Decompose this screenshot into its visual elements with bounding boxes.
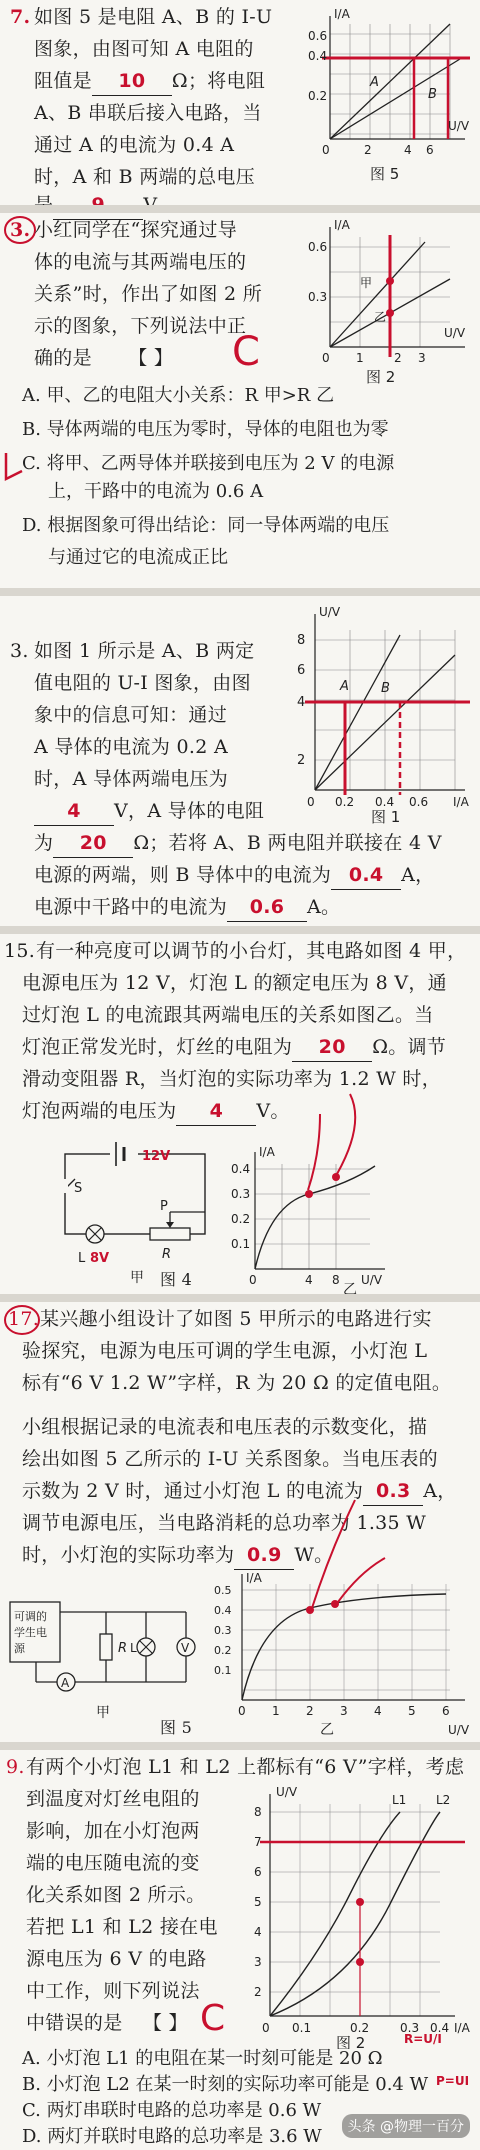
svg-text:1: 1 xyxy=(356,351,364,365)
svg-text:1: 1 xyxy=(272,1704,280,1718)
svg-text:0: 0 xyxy=(307,795,315,809)
svg-text:0.6: 0.6 xyxy=(409,795,429,809)
option-c[interactable]: C. 将甲、乙两导体并联接到电压为 2 V 的电源 xyxy=(22,453,395,474)
answer-blank[interactable]: 0.4 xyxy=(331,862,401,890)
svg-text:2: 2 xyxy=(297,753,306,768)
question-line: 灯泡两端的电压为 4 V。 xyxy=(22,1098,290,1126)
question-line: 中工作，则下列说法 xyxy=(26,1980,200,2002)
question-17 xyxy=(0,1302,480,1742)
svg-text:S: S xyxy=(74,1181,83,1196)
handwritten-note: R=U/I xyxy=(404,2032,442,2046)
svg-text:0.3: 0.3 xyxy=(308,290,328,304)
question-line: 小组根据记录的电流表和电压表的示数变化，描 xyxy=(22,1416,428,1438)
svg-text:0.3: 0.3 xyxy=(400,2021,420,2035)
answer-blank[interactable]: 20 xyxy=(53,830,133,858)
question-7 xyxy=(0,0,480,205)
svg-text:0.4: 0.4 xyxy=(308,49,328,63)
question-line: 确的是 【 】 xyxy=(34,347,174,369)
svg-text:12V: 12V xyxy=(142,1149,171,1164)
option-a[interactable]: A. 甲、乙的电阻大小关系：R 甲>R 乙 xyxy=(22,385,335,406)
question-line: 体的电流与其两端电压的 xyxy=(34,251,247,273)
svg-text:甲: 甲 xyxy=(360,276,373,290)
svg-text:0.2: 0.2 xyxy=(214,1644,232,1657)
svg-text:6: 6 xyxy=(442,1704,450,1718)
question-line: 电源电压为 12 V，灯泡 L 的额定电压为 8 V，通 xyxy=(22,972,447,994)
svg-text:源: 源 xyxy=(14,1642,25,1655)
svg-text:B: B xyxy=(381,681,390,696)
svg-text:6: 6 xyxy=(297,663,306,678)
svg-text:0: 0 xyxy=(322,143,330,157)
question-3-fig2 xyxy=(0,213,480,588)
svg-text:8: 8 xyxy=(254,1805,262,1819)
question-line: 示的图象，下列说法中正 xyxy=(34,315,247,337)
section-divider xyxy=(0,926,480,934)
question-line: 绘出如图 5 乙所示的 I-U 关系图象。当电压表的 xyxy=(22,1448,438,1470)
svg-text:0.1: 0.1 xyxy=(292,2021,312,2035)
option-d[interactable]: D. 两灯并联时电路的总功率是 3.6 W xyxy=(22,2126,322,2147)
question-line: 关系”时，作出了如图 2 所 xyxy=(34,283,263,305)
answer-blank[interactable]: 4 xyxy=(176,1098,256,1126)
ui-graph-fig2 xyxy=(240,1784,475,2049)
svg-text:0: 0 xyxy=(262,2021,270,2035)
svg-text:0.3: 0.3 xyxy=(231,1187,251,1201)
answer-letter[interactable]: C xyxy=(200,1998,226,2039)
section-divider xyxy=(0,205,480,213)
svg-text:0.6: 0.6 xyxy=(308,240,328,254)
question-line: 值电阻的 U-I 图象，由图 xyxy=(34,672,251,694)
svg-text:0.1: 0.1 xyxy=(214,1664,232,1677)
svg-text:3: 3 xyxy=(418,351,426,365)
question-3-fig1 xyxy=(0,596,480,926)
svg-text:A: A xyxy=(61,1676,70,1690)
question-line: 端的电压随电流的变 xyxy=(26,1852,200,1874)
svg-text:甲: 甲 xyxy=(96,1705,110,1721)
curve-jia xyxy=(330,242,425,347)
svg-text:L2: L2 xyxy=(436,1793,451,1807)
iu-graph-fig5 xyxy=(300,4,475,189)
question-number: 3. xyxy=(10,640,29,662)
svg-text:0.1: 0.1 xyxy=(231,1237,251,1251)
svg-text:0.2: 0.2 xyxy=(308,89,328,103)
svg-text:2: 2 xyxy=(306,1704,314,1718)
svg-text:5: 5 xyxy=(254,1895,262,1909)
watermark: 头条 @物理一百分 xyxy=(342,2114,470,2138)
option-b[interactable]: B. 导体两端的电压为零时，导体的电阻也为零 xyxy=(22,419,389,440)
svg-text:6: 6 xyxy=(254,1865,262,1879)
svg-text:R: R xyxy=(162,1247,172,1262)
svg-text:I/A: I/A xyxy=(334,218,350,232)
option-d[interactable]: D. 根据图象可得出结论：同一导体两端的电压 xyxy=(22,515,390,536)
iu-graph-fig2 xyxy=(300,217,475,387)
svg-text:4: 4 xyxy=(404,143,412,157)
svg-text:0.4: 0.4 xyxy=(430,2021,450,2035)
circuit-diagram-jia xyxy=(6,1582,206,1732)
answer-bracket: 【 】 xyxy=(142,2012,188,2034)
question-line: 时，小灯泡的实际功率为 0.9 W。 xyxy=(22,1542,333,1570)
svg-text:乙: 乙 xyxy=(343,1282,357,1294)
answer-blank[interactable]: 0.9 xyxy=(234,1542,294,1570)
svg-text:图 1: 图 1 xyxy=(371,808,401,825)
question-line: A、B 串联后接入电路，当 xyxy=(34,102,262,124)
svg-text:0.4: 0.4 xyxy=(231,1162,251,1176)
svg-text:L: L xyxy=(130,1641,137,1655)
question-line: 如图 1 所示是 A、B 两定 xyxy=(34,640,255,662)
option-d-cont: 与通过它的电流成正比 xyxy=(48,547,228,568)
circuit-diagram-jia xyxy=(50,1134,230,1284)
red-arrows xyxy=(250,1084,380,1204)
curve-b xyxy=(330,59,460,139)
svg-text:I/A: I/A xyxy=(246,1571,262,1585)
svg-text:2: 2 xyxy=(394,351,402,365)
svg-text:乙: 乙 xyxy=(374,310,387,324)
question-line: 有两个小灯泡 L1 和 L2 上都标有“6 V”字样，考虑 xyxy=(26,1756,465,1778)
question-line: 4 V，A 导体的电阻 xyxy=(34,798,264,826)
svg-text:B: B xyxy=(428,87,437,102)
svg-text:0.2: 0.2 xyxy=(335,795,355,809)
svg-text:I/A: I/A xyxy=(453,795,469,809)
svg-text:L: L xyxy=(78,1251,86,1266)
svg-text:U/V: U/V xyxy=(319,605,341,619)
svg-text:图 2: 图 2 xyxy=(366,368,396,386)
svg-text:U/V: U/V xyxy=(448,119,470,133)
svg-text:4: 4 xyxy=(297,695,306,710)
svg-text:8V: 8V xyxy=(90,1251,110,1266)
question-line: 中错误的是 【 】 xyxy=(26,2012,188,2034)
answer-blank[interactable]: 0.6 xyxy=(227,894,307,922)
question-9 xyxy=(0,1750,480,2148)
section-divider xyxy=(0,1742,480,1750)
question-line: 调节电源电压，当电路消耗的总功率为 1.35 W xyxy=(22,1512,427,1534)
question-line: 若把 L1 和 L2 接在电 xyxy=(26,1916,218,1938)
answer-blank[interactable]: 4 xyxy=(34,798,114,826)
svg-text:图 2: 图 2 xyxy=(336,2034,366,2049)
question-line: 影响，加在小灯泡两 xyxy=(26,1820,200,1842)
question-line: 如图 5 是电阻 A、B 的 I-U xyxy=(34,6,273,28)
svg-text:R: R xyxy=(118,1641,128,1656)
question-line: 电源的两端，则 B 导体中的电流为 0.4 A， xyxy=(34,862,434,890)
svg-text:U/V: U/V xyxy=(276,1785,298,1799)
answer-blank[interactable]: 0.3 xyxy=(363,1478,423,1506)
option-c-cont: 上，干路中的电流为 0.6 A xyxy=(48,481,264,502)
svg-text:0.4: 0.4 xyxy=(214,1604,232,1617)
ui-graph-fig1 xyxy=(285,600,475,825)
svg-text:甲: 甲 xyxy=(130,1270,144,1284)
section-divider xyxy=(0,1294,480,1302)
svg-text:0.5: 0.5 xyxy=(214,1584,232,1597)
question-line: 灯泡正常发光时，灯丝的电阻为 20 Ω。调节 xyxy=(22,1034,446,1062)
question-line: 电源中干路中的电流为 0.6 A。 xyxy=(34,894,340,922)
svg-text:8: 8 xyxy=(297,633,306,648)
answer-letter[interactable]: C xyxy=(232,329,260,375)
svg-text:I/A: I/A xyxy=(259,1145,275,1159)
question-line: 阻值是 10 Ω；将电阻 xyxy=(34,68,265,96)
question-number: 17. xyxy=(8,1308,40,1330)
svg-text:0.2: 0.2 xyxy=(350,2021,370,2035)
red-arrows xyxy=(280,1492,460,1622)
svg-text:学生电: 学生电 xyxy=(14,1626,47,1639)
question-line: 图象，由图可知 A 电阻的 xyxy=(34,38,254,60)
svg-text:0: 0 xyxy=(322,351,330,365)
question-line: 滑动变阻器 R，当灯泡的实际功率为 1.2 W 时， xyxy=(22,1068,442,1090)
svg-text:I/A: I/A xyxy=(334,7,350,21)
question-number: 7. xyxy=(10,6,31,28)
svg-text:0.4: 0.4 xyxy=(375,795,395,809)
svg-text:图 5: 图 5 xyxy=(370,165,400,183)
question-15 xyxy=(0,934,480,1294)
svg-text:0: 0 xyxy=(238,1704,246,1718)
option-c[interactable]: C. 两灯串联时电路的总功率是 0.6 W xyxy=(22,2100,322,2121)
svg-text:4: 4 xyxy=(254,1925,262,1939)
section-divider xyxy=(0,588,480,596)
svg-text:0.3: 0.3 xyxy=(214,1624,232,1637)
check-mark xyxy=(2,449,26,485)
svg-text:U/V: U/V xyxy=(444,326,466,340)
svg-text:5: 5 xyxy=(408,1704,416,1718)
question-line: 化关系如图 2 所示。 xyxy=(26,1884,206,1906)
question-line: 有一种亮度可以调节的小台灯，其电路如图 4 甲， xyxy=(36,940,467,962)
curve-a xyxy=(315,635,400,790)
svg-text:3: 3 xyxy=(254,1955,262,1969)
figure-caption: 图 5 xyxy=(160,1718,193,1737)
svg-text:U/V: U/V xyxy=(448,1723,470,1737)
svg-text:6: 6 xyxy=(426,143,434,157)
question-line: 通过 A 的电流为 0.4 A xyxy=(34,134,235,156)
svg-text:A: A xyxy=(340,679,349,694)
svg-text:可调的: 可调的 xyxy=(14,1610,47,1623)
question-line: 象中的信息可知：通过 xyxy=(34,704,228,726)
svg-text:V: V xyxy=(181,1641,190,1655)
answer-bracket: 【 】 xyxy=(128,347,174,369)
question-line: 某兴趣小组设计了如图 5 甲所示的电路进行实 xyxy=(40,1308,432,1330)
question-number: 3. xyxy=(10,219,31,241)
svg-text:2: 2 xyxy=(254,1985,262,1999)
question-number: 15. xyxy=(4,940,36,962)
question-line: 过灯泡 L 的电流跟其两端电压的关系如图乙。当 xyxy=(22,1004,434,1026)
svg-text:4: 4 xyxy=(374,1704,382,1718)
question-number: 9. xyxy=(6,1756,25,1778)
figure-caption: 图 4 xyxy=(160,1270,193,1289)
question-line: 示数为 2 V 时，通过小灯泡 L 的电流为 0.3 A， xyxy=(22,1478,457,1506)
option-b[interactable]: B. 小灯泡 L2 在某一时刻的实际功率可能是 0.4 W xyxy=(22,2074,429,2095)
svg-text:A: A xyxy=(370,75,379,90)
question-line: A 导体的电流为 0.2 A xyxy=(34,736,228,758)
svg-text:2: 2 xyxy=(364,143,372,157)
question-line: 时，A 导体两端电压为 xyxy=(34,768,229,790)
svg-text:4: 4 xyxy=(305,1273,313,1287)
svg-text:0.2: 0.2 xyxy=(231,1212,251,1226)
svg-text:I/A: I/A xyxy=(454,2021,470,2035)
svg-text:0: 0 xyxy=(249,1273,257,1287)
svg-text:乙: 乙 xyxy=(320,1722,334,1738)
svg-text:7: 7 xyxy=(254,1835,262,1849)
answer-blank[interactable]: 10 xyxy=(92,68,172,96)
svg-text:U/V: U/V xyxy=(361,1273,383,1287)
question-line: 验探究，电源为电压可调的学生电源，小灯泡 L xyxy=(22,1340,428,1362)
svg-text:0.6: 0.6 xyxy=(308,29,328,43)
svg-text:8: 8 xyxy=(332,1273,340,1287)
question-line: 源电压为 6 V 的电路 xyxy=(26,1948,207,1970)
answer-blank[interactable]: 20 xyxy=(292,1034,372,1062)
svg-text:3: 3 xyxy=(340,1704,348,1718)
svg-text:L1: L1 xyxy=(392,1793,407,1807)
question-line: 时，A 和 B 两端的总电压 xyxy=(34,166,256,188)
handwritten-note: P=UI xyxy=(436,2074,470,2088)
svg-text:P: P xyxy=(160,1199,168,1214)
question-line: 为 20 Ω；若将 A、B 两电阻并联接在 4 V xyxy=(34,830,442,858)
question-line: 小红同学在“探究通过导 xyxy=(34,219,238,241)
question-line: 到温度对灯丝电阻的 xyxy=(26,1788,200,1810)
question-line: 标有“6 V 1.2 W”字样，R 为 20 Ω 的定值电阻。 xyxy=(22,1372,452,1394)
option-a[interactable]: A. 小灯泡 L1 的电阻在某一时刻可能是 20 Ω xyxy=(22,2048,383,2069)
